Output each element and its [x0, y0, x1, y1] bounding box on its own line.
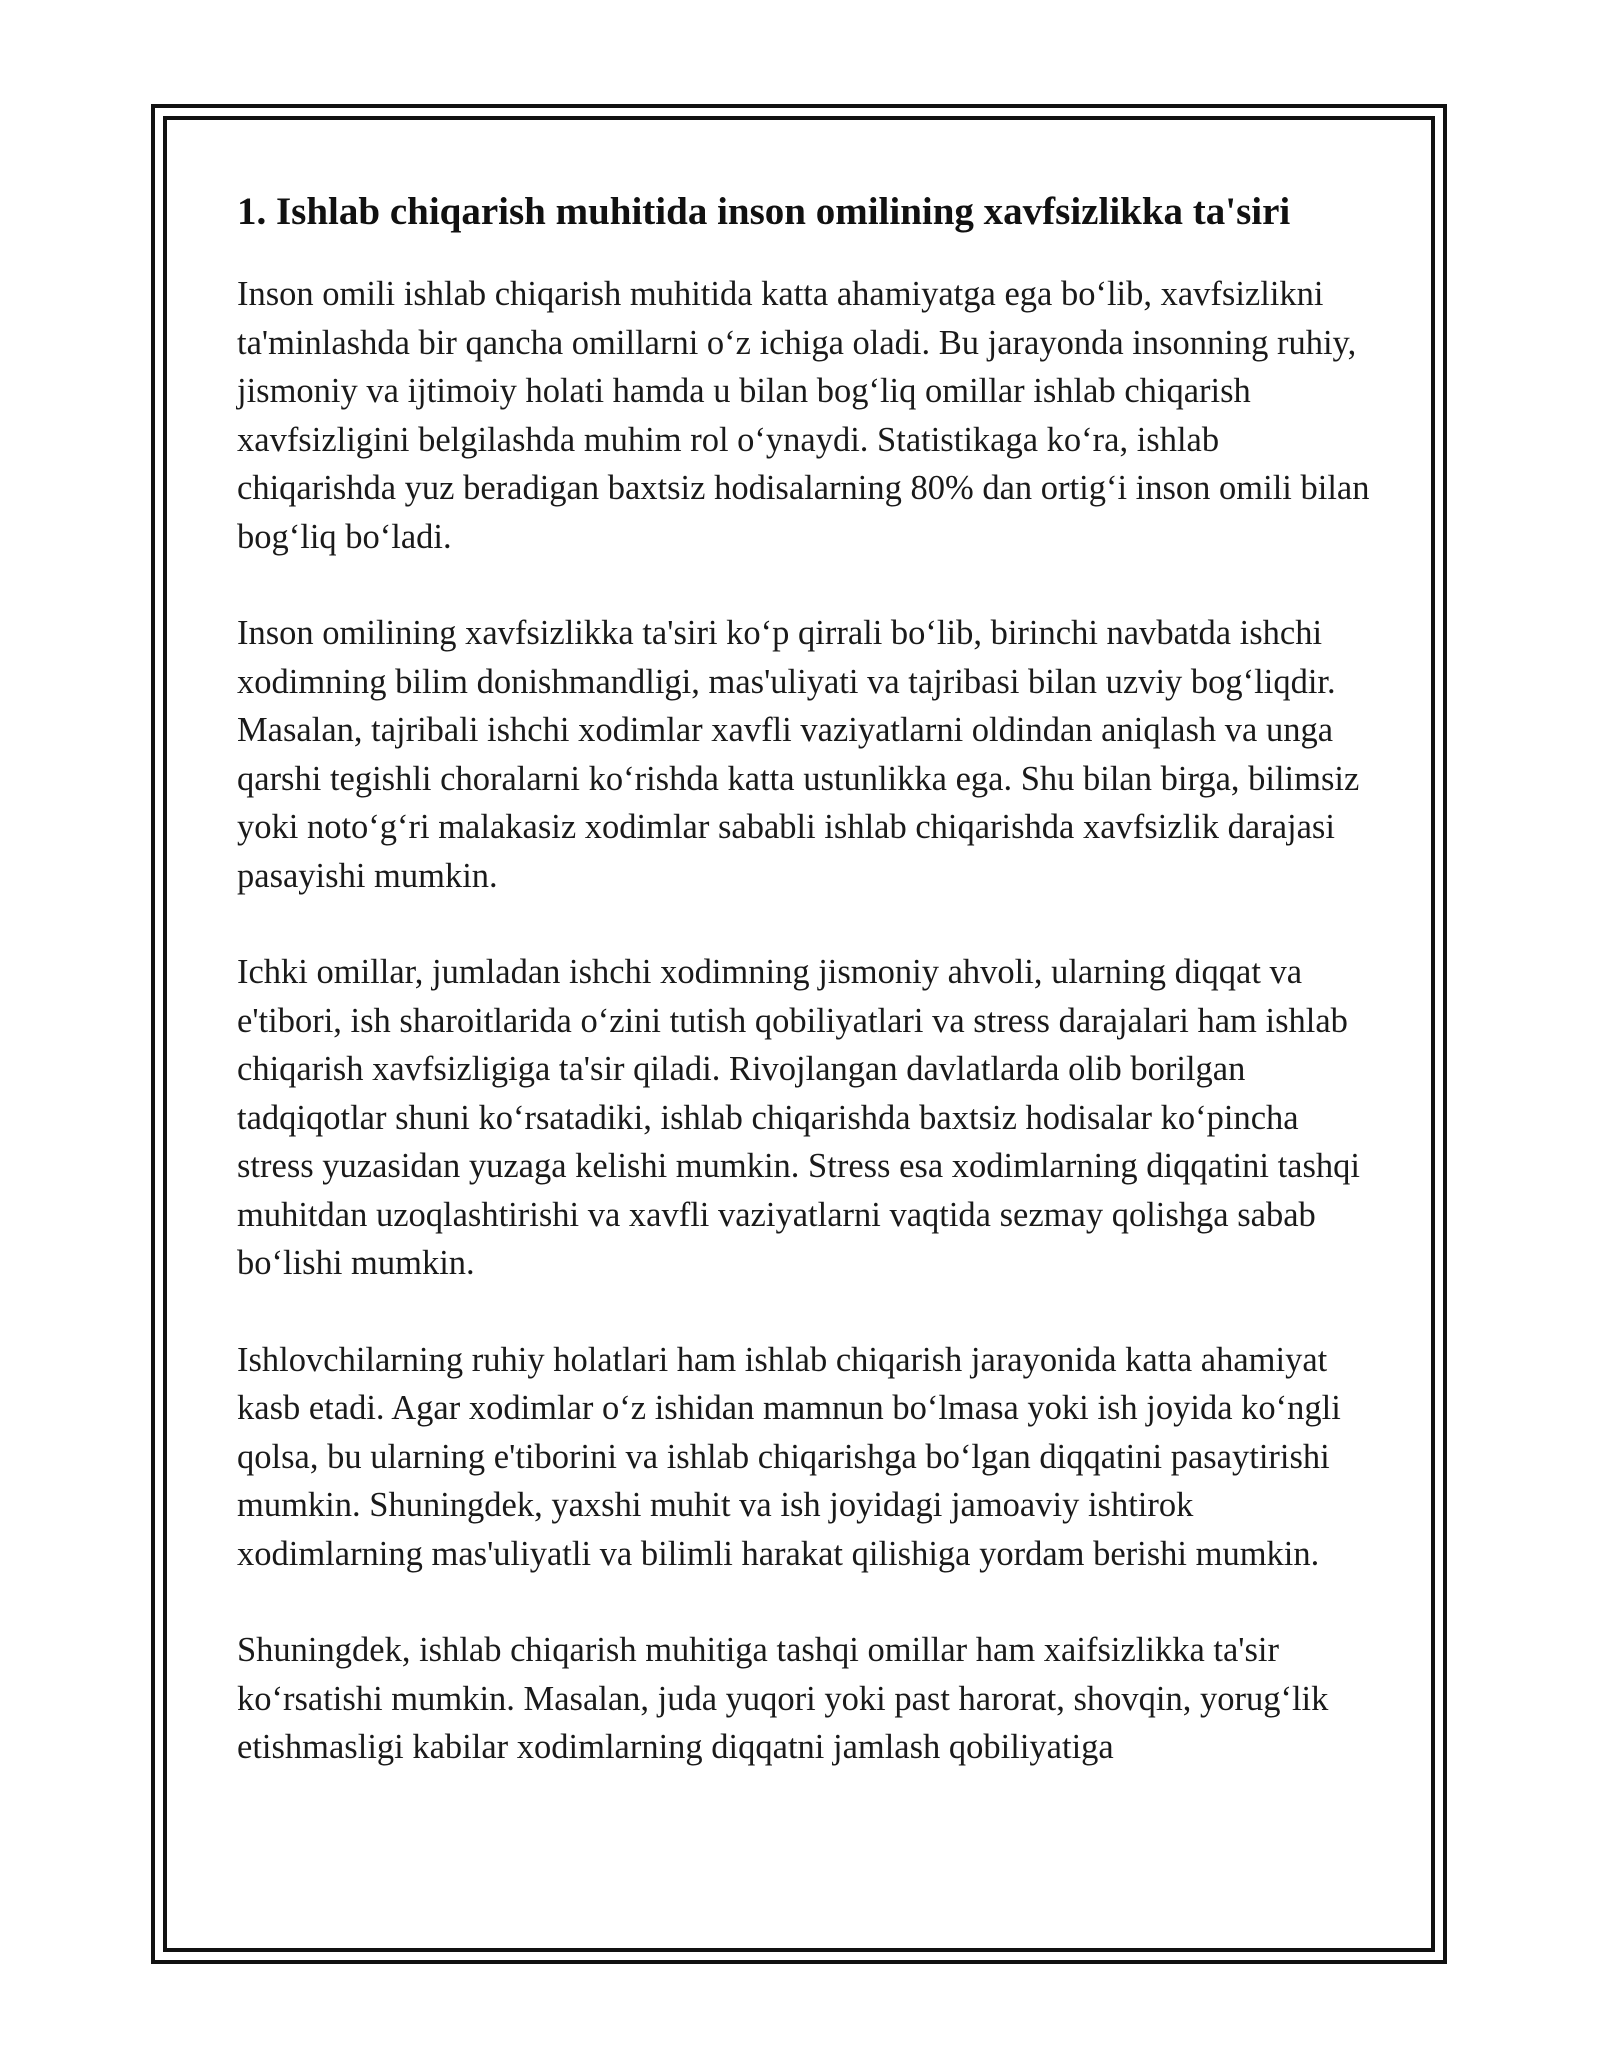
paragraph-1: Inson omili ishlab chiqarish muhitida katta ahamiyatga ega bo‘lib, xavfsizlikni ta'minlashda bir qancha omillarni o‘z ichiga oladi. Bu jarayonda insonning ruhiy, jismoniy va ijtimoiy holati hamda u bilan bog‘liq omillar ishlab chiqarish xavfsizligini belgilashda muhim rol o‘ynaydi. Statistikaga ko‘ra, ishlab chiqarishda yuz beradigan baxtsiz hodisalarning 80% dan ortig‘i inson omili bilan bog‘liq bo‘ladi. — [237, 275, 1370, 556]
section-heading: 1. Ishlab chiqarish muhitida inson omilining xavfsizlikka ta'siri — [237, 190, 1291, 233]
paragraph-5: Shuningdek, ishlab chiqarish muhitiga tashqi omillar ham xaifsizlikka ta'sir ko‘rsatishi mumkin. Masalan, juda yuqori yoki past harorat, shovqin, yorug‘lik etishmasligi kabilar xodimlarning diqqatni jamlash qobiliyatiga — [237, 1631, 1329, 1766]
paragraph-3: Ichki omillar, jumladan ishchi xodimning jismoniy ahvoli, ularning diqqat va e'tibori, ish sharoitlarida o‘zini tutish qobiliyatlari va stress darajalari ham ishlab chiqarish xavfsizligiga ta'sir qiladi. Rivojlangan davlatlarda olib borilgan tadqiqotlar shuni ko‘rsatadiki, ishlab chiqarishda baxtsiz hodisalar ko‘pincha stress yuzasidan yuzaga kelishi mumkin. Stress esa xodimlarning diqqatini tashqi muhitdan uzoqlashtirishi va xavfli vaziyatlarni vaqtida sezmay qolishga sabab bo‘lishi mumkin. — [237, 953, 1360, 1282]
document-body — [237, 184, 1377, 1820]
paragraph-4: Ishlovchilarning ruhiy holatlari ham ishlab chiqarish jarayonida katta ahamiyat kasb etadi. Agar xodimlar o‘z ishidan mamnun bo‘lmasa yoki ish joyida ko‘ngli qolsa, bu ularning e'tiborini va ishlab chiqarishga bo‘lgan diqqatini pasaytirishi mumkin. Shuningdek, yaxshi muhit va ish joyidagi jamoaviy ishtirok xodimlarning mas'uliyatli va bilimli harakat qilishiga yordam berishi mumkin. — [237, 1340, 1341, 1573]
paragraph-2: Inson omilining xavfsizlikka ta'siri ko‘p qirrali bo‘lib, birinchi navbatda ishchi xodimning bilim donishmandligi, mas'uliyati va tajribasi bilan uzviy bog‘liqdir. Masalan, tajribali ishchi xodimlar xavfli vaziyatlarni oldindan aniqlash va unga qarshi tegishli choralarni ko‘rishda katta ustunlikka ega. Shu bilan birga, bilimsiz yoki noto‘g‘ri malakasiz xodimlar sababli ishlab chiqarishda xavfsizlik darajasi pasayishi mumkin. — [237, 614, 1360, 895]
